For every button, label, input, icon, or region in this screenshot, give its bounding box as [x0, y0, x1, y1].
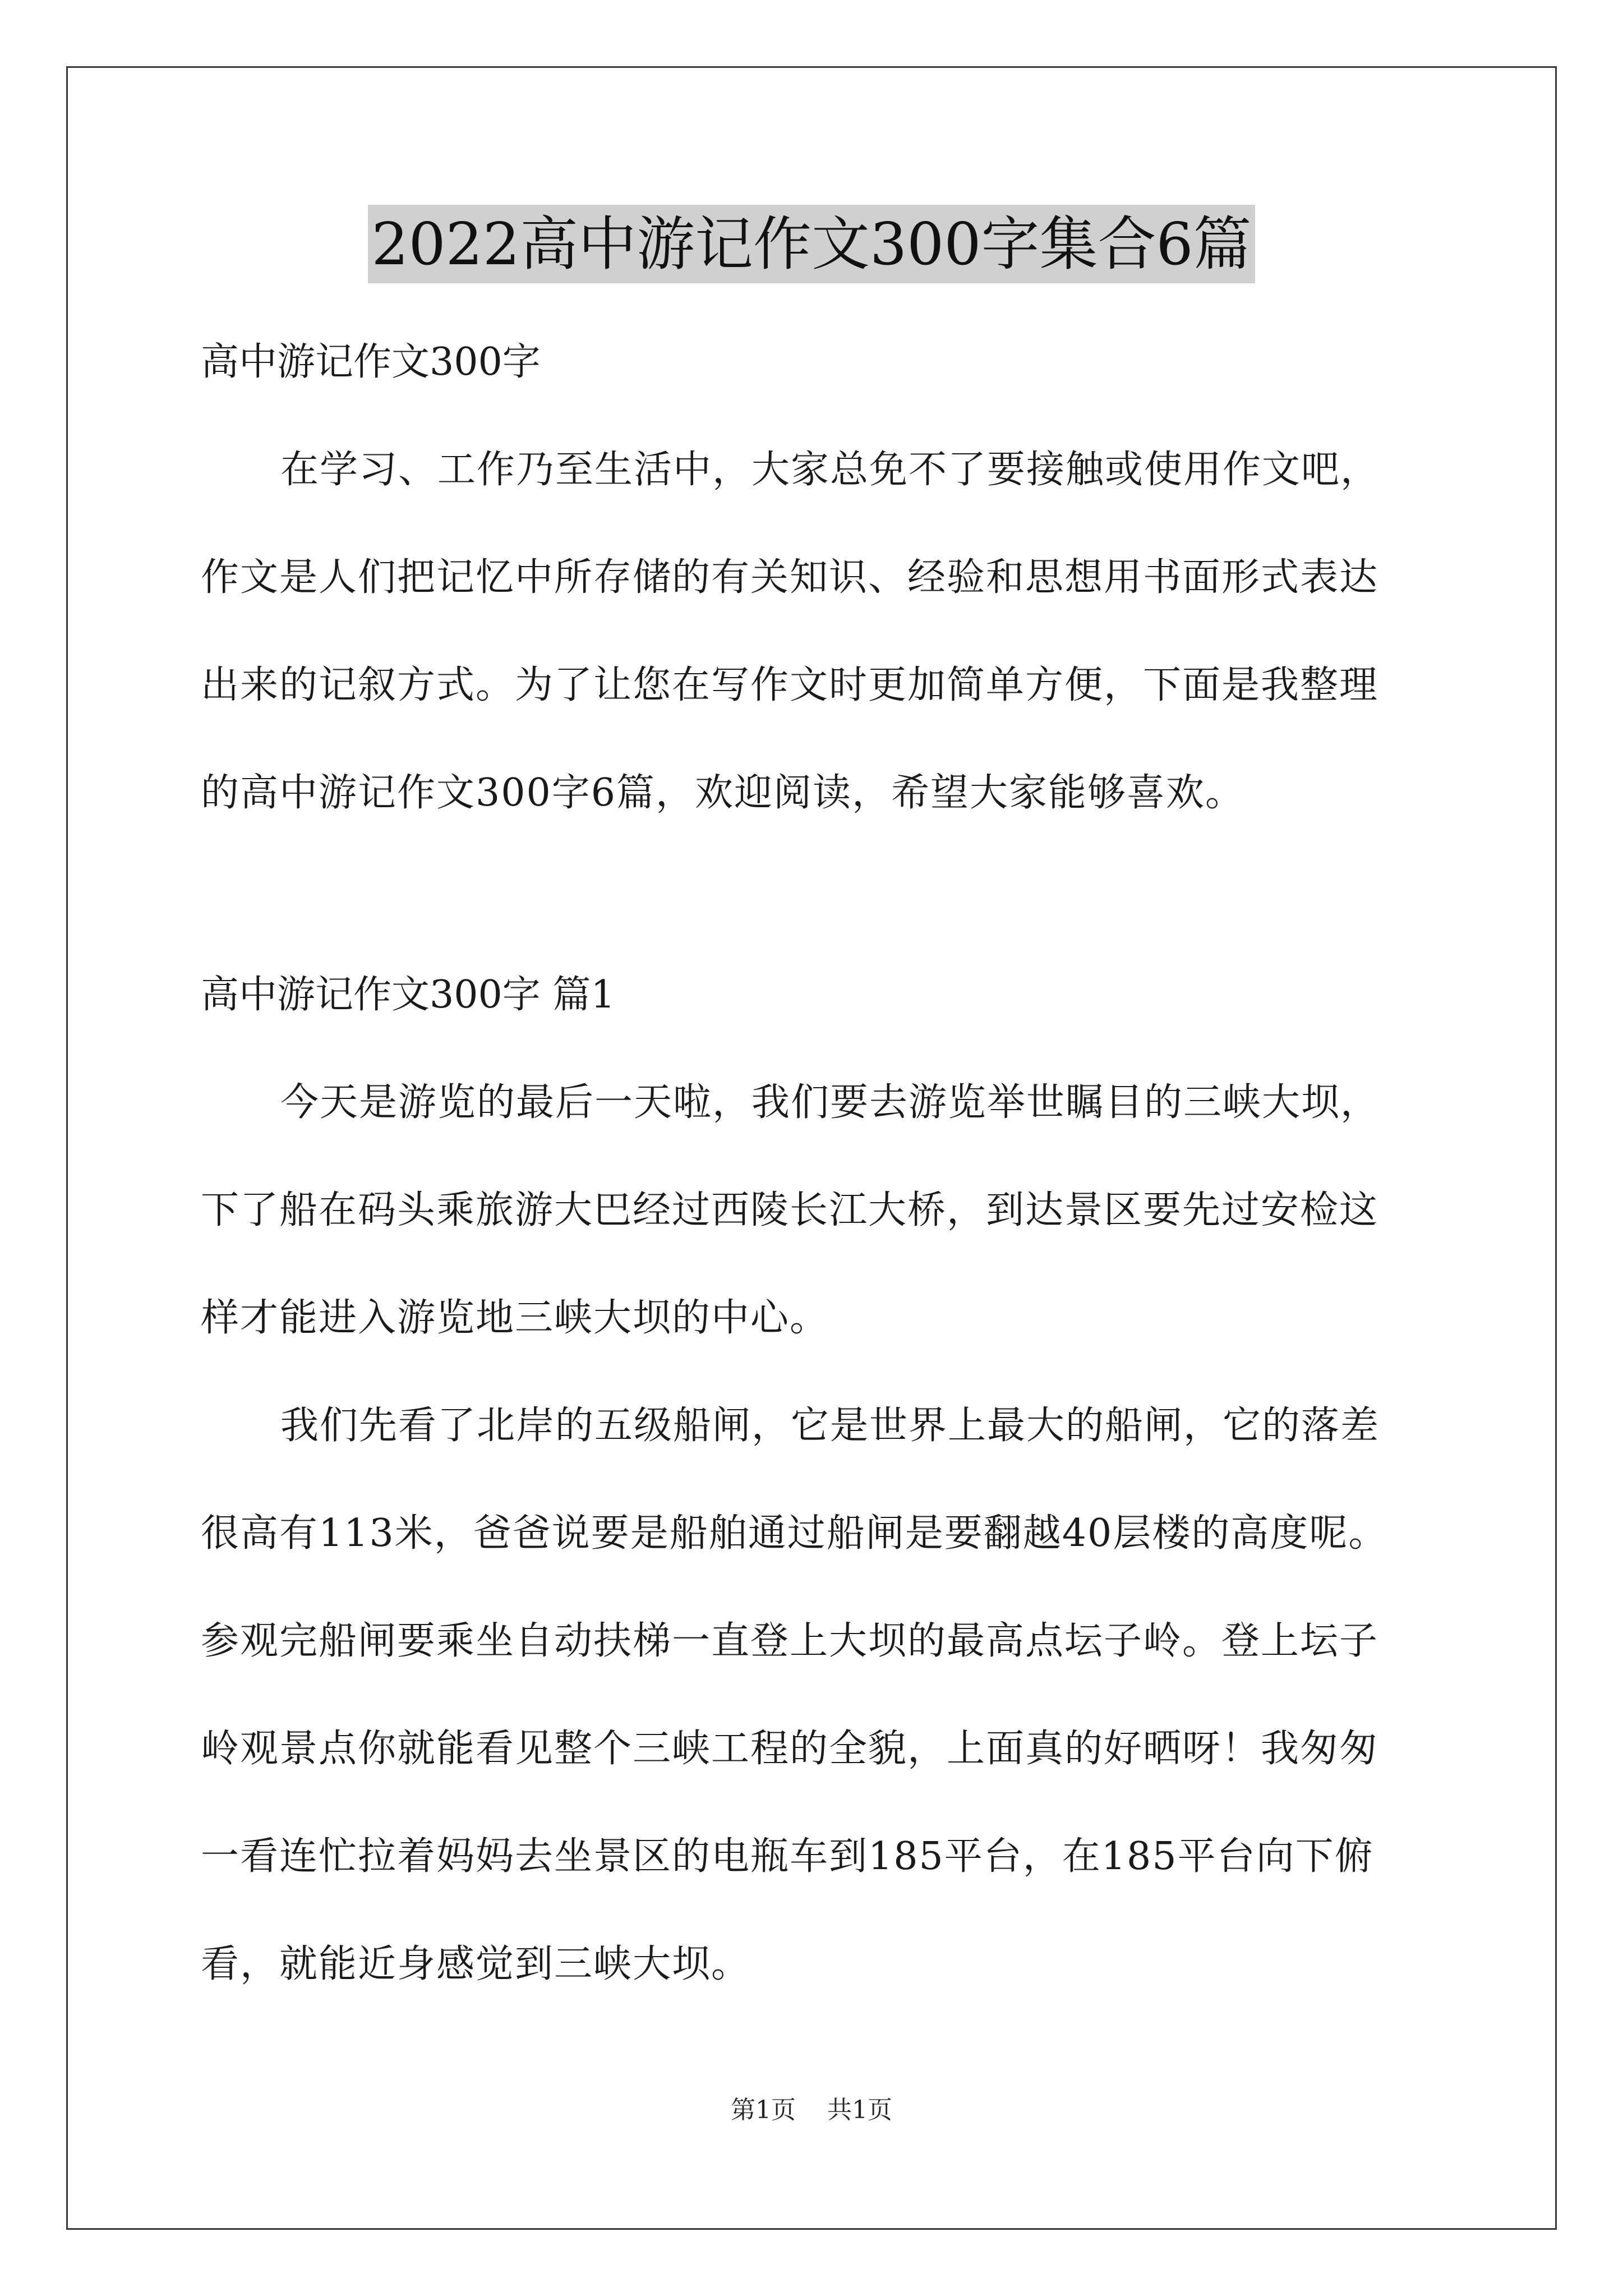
document-title: 2022高中游记作文300字集合6篇 — [368, 205, 1255, 283]
paragraph2-line: 一看连忙拉着妈妈去坐景区的电瓶车到185平台，在185平台向下俯 — [201, 1834, 1374, 1879]
section1-heading: 高中游记作文300字 篇1 — [201, 973, 615, 1017]
paragraph1-line: 样才能进入游览地三峡大坝的中心。 — [201, 1296, 829, 1340]
paragraph2-line: 岭观景点你就能看见整个三峡工程的全貌，上面真的好晒呀！我匆匆 — [201, 1727, 1379, 1771]
paragraph2-line: 我们先看了北岸的五级船闸，它是世界上最大的船闸，它的落差 — [280, 1404, 1380, 1448]
document-body — [201, 309, 1440, 2018]
page-footer — [0, 2090, 1623, 2125]
paragraph2-line: 参观完船闸要乘坐自动扶梯一直登上大坝的最高点坛子岭。登上坛子 — [201, 1619, 1379, 1663]
intro-line: 在学习、工作乃至生活中，大家总免不了要接触或使用作文吧， — [280, 448, 1380, 492]
paragraph1-line: 今天是游览的最后一天啦，我们要去游览举世瞩目的三峡大坝， — [280, 1080, 1380, 1125]
page-total: 共1页 — [827, 2096, 892, 2124]
paragraph1-line: 下了船在码头乘旅游大巴经过西陵长江大桥，到达景区要先过安检这 — [201, 1188, 1379, 1232]
section-gap — [201, 847, 1440, 941]
intro-line: 出来的记叙方式。为了让您在写作文时更加简单方便，下面是我整理 — [201, 663, 1379, 707]
paragraph2-line: 很高有113米，爸爸说要是船舶通过船闸是要翻越40层楼的高度呢。 — [201, 1511, 1388, 1556]
intro-heading: 高中游记作文300字 — [201, 340, 541, 384]
paragraph2-line: 看，就能近身感觉到三峡大坝。 — [201, 1942, 751, 1986]
intro-line: 的高中游记作文300字6篇，欢迎阅读，希望大家能够喜欢。 — [201, 771, 1245, 815]
page-number: 第1页 — [731, 2096, 796, 2124]
title-container — [0, 205, 1623, 283]
intro-line: 作文是人们把记忆中所存储的有关知识、经验和思想用书面形式表达 — [201, 555, 1379, 600]
